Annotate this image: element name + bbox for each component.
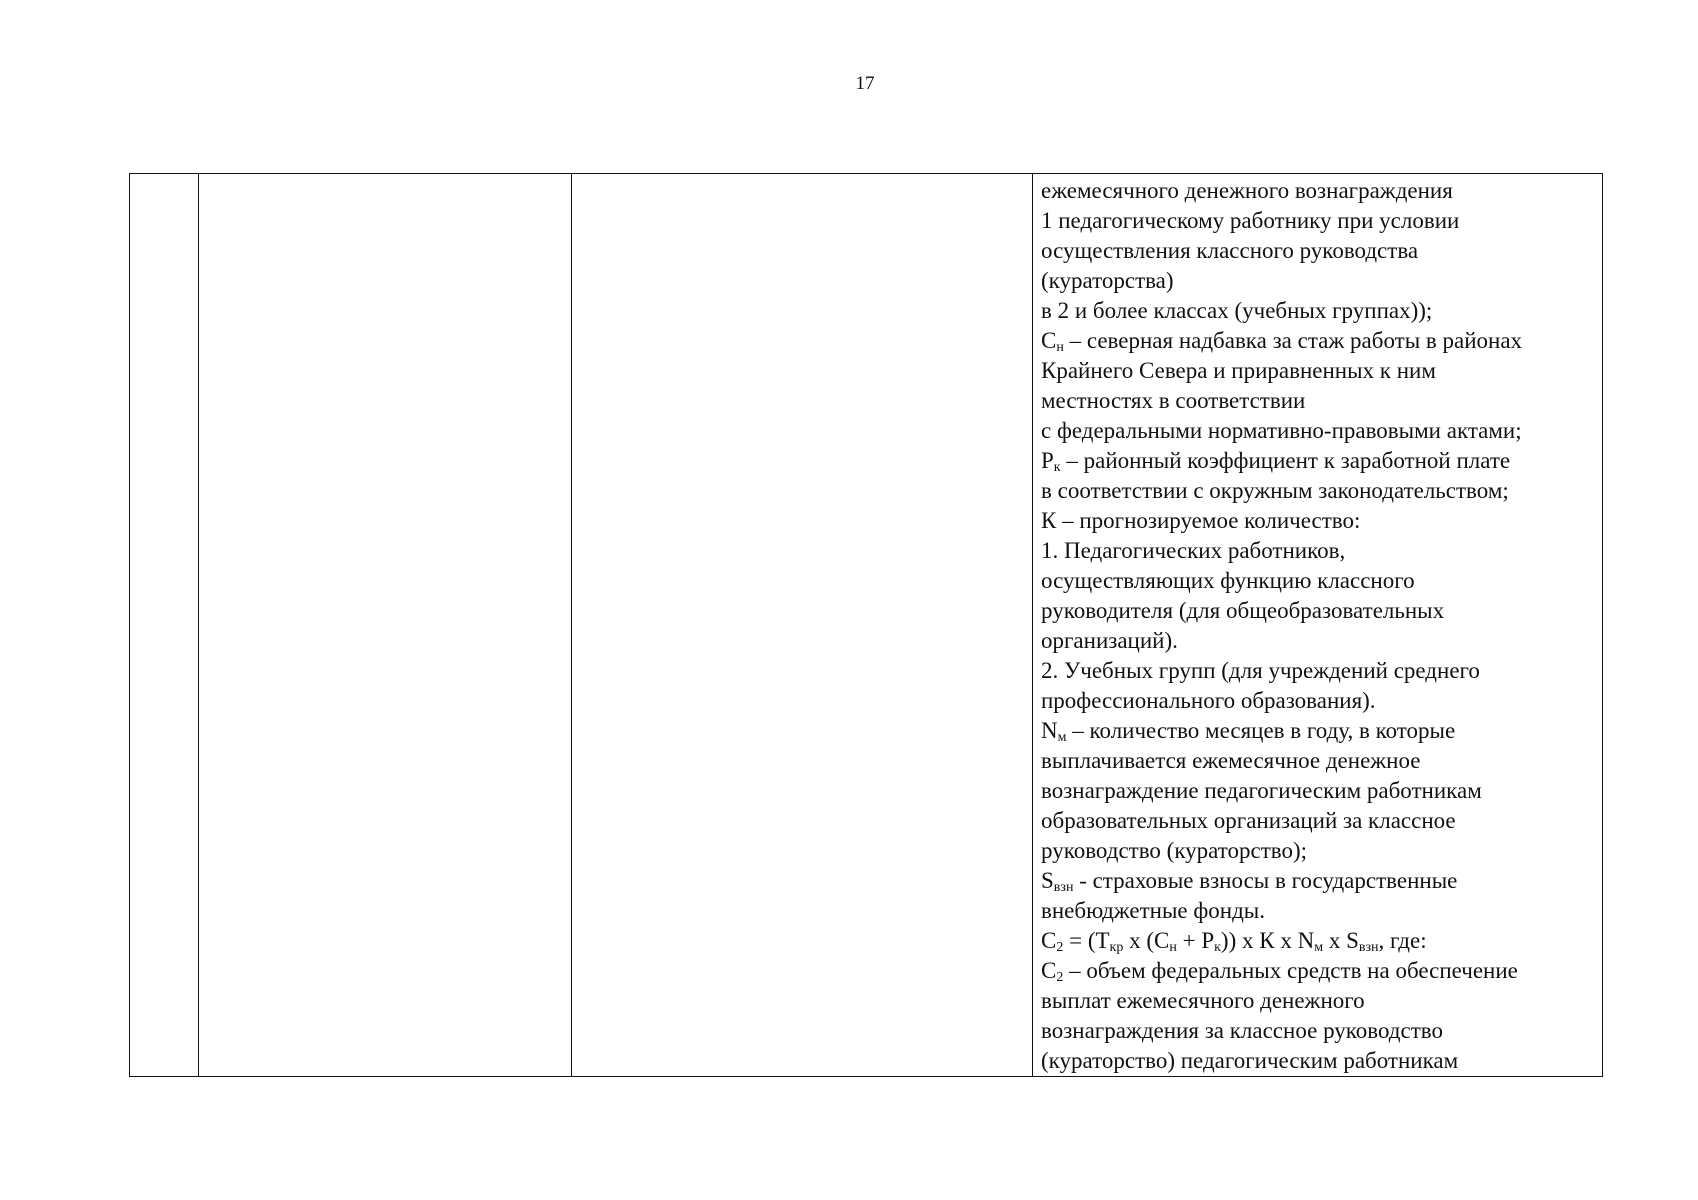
text-run: профессионального образования).	[1041, 688, 1376, 713]
document-table	[129, 173, 1603, 1077]
subscript: 2	[1056, 970, 1064, 985]
text-line	[1041, 506, 1599, 536]
text-line	[1041, 656, 1599, 686]
text-run: с федеральными нормативно-правовыми актами;	[1041, 418, 1522, 443]
table-column-divider	[571, 174, 572, 1076]
text-run: руководство (кураторство);	[1041, 838, 1308, 863]
text-run: С	[1041, 958, 1057, 983]
text-run: в соответствии с окружным законодательством;	[1041, 478, 1509, 503]
text-run: х (С	[1123, 928, 1170, 953]
text-run: местностях в соответствии	[1041, 388, 1306, 413]
text-run: Крайнего Севера и приравненных к ним	[1041, 358, 1436, 383]
subscript: н	[1169, 940, 1177, 955]
text-line	[1041, 206, 1599, 236]
text-line	[1041, 836, 1599, 866]
text-line	[1041, 986, 1599, 1016]
text-line	[1041, 476, 1599, 506]
text-run: + Р	[1176, 928, 1215, 953]
text-run: образовательных организаций за классное	[1041, 808, 1456, 833]
text-run: (кураторства)	[1041, 268, 1174, 293]
text-line	[1041, 236, 1599, 266]
text-run: осуществляющих функцию классного	[1041, 568, 1415, 593]
text-run: руководителя (для общеобразовательных	[1041, 598, 1445, 623]
page-number: 17	[855, 73, 875, 94]
text-run: – северная надбавка за стаж работы в районах	[1063, 328, 1523, 353]
text-run: – районный коэффициент к заработной плате	[1060, 448, 1511, 473]
text-line	[1041, 956, 1599, 986]
subscript: к	[1053, 460, 1061, 475]
text-run: ежемесячного денежного вознаграждения	[1041, 178, 1453, 203]
subscript: взн	[1358, 940, 1379, 955]
text-line	[1041, 356, 1599, 386]
text-line	[1041, 746, 1599, 776]
text-line	[1041, 266, 1599, 296]
subscript: взн	[1053, 880, 1074, 895]
text-line	[1041, 536, 1599, 566]
text-line	[1041, 716, 1599, 746]
subscript: н	[1056, 340, 1064, 355]
text-run: – объем федеральных средств на обеспечение	[1063, 958, 1518, 983]
text-run: N	[1041, 718, 1058, 743]
text-run: = (Т	[1063, 928, 1110, 953]
text-run: 1 педагогическому работнику при условии	[1041, 208, 1460, 233]
text-run: вознаграждения за классное руководство	[1041, 1018, 1443, 1043]
text-run: С	[1041, 328, 1057, 353]
text-run: внебюджетные фонды.	[1041, 898, 1265, 923]
text-run: вознаграждение педагогическим работникам	[1041, 778, 1482, 803]
text-run: организаций).	[1041, 628, 1178, 653]
text-run: х S	[1323, 928, 1359, 953]
text-line	[1041, 596, 1599, 626]
text-run: )) х К х N	[1220, 928, 1315, 953]
text-run: 2. Учебных групп (для учреждений среднего	[1041, 658, 1480, 683]
text-line	[1041, 566, 1599, 596]
text-line	[1041, 626, 1599, 656]
text-run: , где:	[1378, 928, 1427, 953]
subscript: к	[1214, 940, 1221, 955]
text-line	[1041, 386, 1599, 416]
text-run: осуществления классного руководства	[1041, 238, 1419, 263]
text-run: Р	[1041, 448, 1054, 473]
subscript: м	[1057, 730, 1067, 745]
text-line	[1041, 326, 1599, 356]
subscript: м	[1314, 940, 1324, 955]
subscript: кр	[1109, 940, 1124, 955]
text-line	[1041, 926, 1599, 956]
text-line	[1041, 686, 1599, 716]
text-line	[1041, 416, 1599, 446]
text-run: - страховые взносы в государственные	[1073, 868, 1458, 893]
text-run: – количество месяцев в году, в которые	[1066, 718, 1456, 743]
text-line	[1041, 866, 1599, 896]
text-run: выплат ежемесячного денежного	[1041, 988, 1365, 1013]
text-line	[1041, 1016, 1599, 1046]
text-line	[1041, 776, 1599, 806]
text-run: К – прогнозируемое количество:	[1041, 508, 1361, 533]
text-run: S	[1041, 868, 1054, 893]
text-line	[1041, 806, 1599, 836]
table-column-divider	[198, 174, 199, 1076]
text-line	[1041, 1046, 1599, 1076]
text-line	[1041, 176, 1599, 206]
text-run: (кураторство) педагогическим работникам	[1041, 1048, 1459, 1073]
subscript: 2	[1056, 940, 1064, 955]
text-run: выплачивается ежемесячное денежное	[1041, 748, 1421, 773]
text-line	[1041, 296, 1599, 326]
table-column-divider	[1032, 174, 1033, 1076]
table-cell-description	[1041, 176, 1599, 1076]
text-run: С	[1041, 928, 1057, 953]
text-line	[1041, 896, 1599, 926]
text-run: в 2 и более классах (учебных группах));	[1041, 298, 1433, 323]
text-run: 1. Педагогических работников,	[1041, 538, 1346, 563]
text-line	[1041, 446, 1599, 476]
